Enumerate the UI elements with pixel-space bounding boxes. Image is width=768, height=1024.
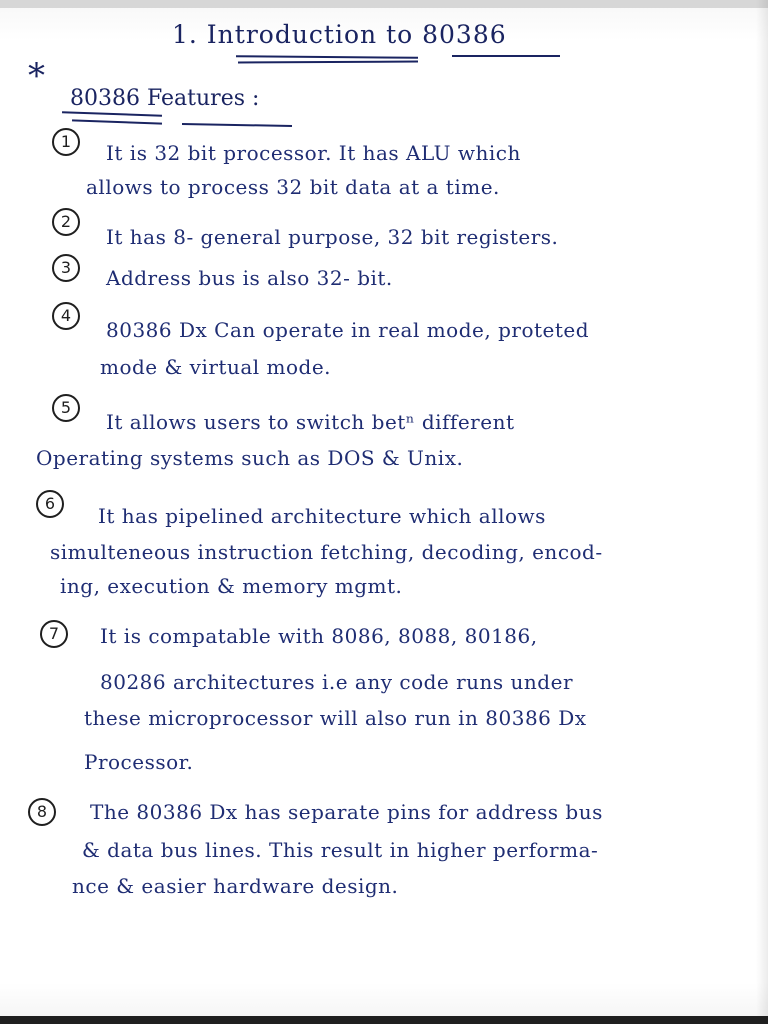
list-item-1-line-2: allows to process 32 bit data at a time.	[86, 175, 500, 199]
list-item-number-6: 6	[36, 490, 64, 518]
list-item-4-line-1: 80386 Dx Can operate in real mode, proteted	[106, 318, 590, 342]
list-item-number-7: 7	[40, 620, 68, 648]
page-top-edge	[0, 0, 768, 8]
list-item-number-4: 4	[52, 302, 80, 330]
list-item-6-line-2: simulteneous instruction fetching, decoding, encod-	[50, 540, 603, 564]
list-item-number-2: 2	[52, 208, 80, 236]
list-item-6-line-3: ing, execution & memory mgmt.	[60, 574, 403, 598]
list-item-number-8: 8	[28, 798, 56, 826]
list-item-number-1: 1	[52, 128, 80, 156]
section-heading: 80386 Features :	[70, 86, 260, 111]
list-item-number-5: 5	[52, 394, 80, 422]
list-item-7-line-3: these microprocessor will also run in 80386 Dx	[84, 706, 587, 730]
title-underline-secondary	[238, 61, 418, 64]
page-right-shadow	[756, 0, 768, 1024]
list-item-8-line-3: nce & easier hardware design.	[72, 874, 399, 898]
section-marker: *	[28, 56, 45, 96]
list-item-6-line-1: It has pipelined architecture which allows	[98, 504, 546, 528]
page-bottom-edge	[0, 1016, 768, 1024]
list-item-8-line-2: & data bus lines. This result in higher performa-	[82, 838, 599, 862]
title-underline	[236, 55, 418, 59]
list-item-number-3: 3	[52, 254, 80, 282]
list-item-8-line-1: The 80386 Dx has separate pins for address bus	[90, 800, 603, 824]
section-heading-underline-features	[182, 123, 292, 127]
title-underline-number	[452, 55, 560, 57]
list-item-5-line-2: Operating systems such as DOS & Unix.	[36, 446, 464, 470]
list-item-7-line-2: 80286 architectures i.e any code runs under	[100, 670, 574, 694]
list-item-7-line-1: It is compatable with 8086, 8088, 80186,	[100, 624, 538, 648]
list-item-3-line-1: Address bus is also 32- bit.	[106, 266, 393, 290]
list-item-1-line-1: It is 32 bit processor. It has ALU which	[106, 141, 521, 165]
list-item-7-line-4: Processor.	[84, 750, 194, 774]
section-heading-underline	[62, 111, 162, 116]
list-item-2-line-1: It has 8- general purpose, 32 bit registers.	[106, 225, 559, 249]
section-heading-underline-secondary	[72, 119, 162, 124]
list-item-5-line-1: It allows users to switch betⁿ different	[106, 410, 515, 434]
page-title: 1. Introduction to 80386	[172, 20, 507, 49]
list-item-4-line-2: mode & virtual mode.	[100, 355, 332, 379]
